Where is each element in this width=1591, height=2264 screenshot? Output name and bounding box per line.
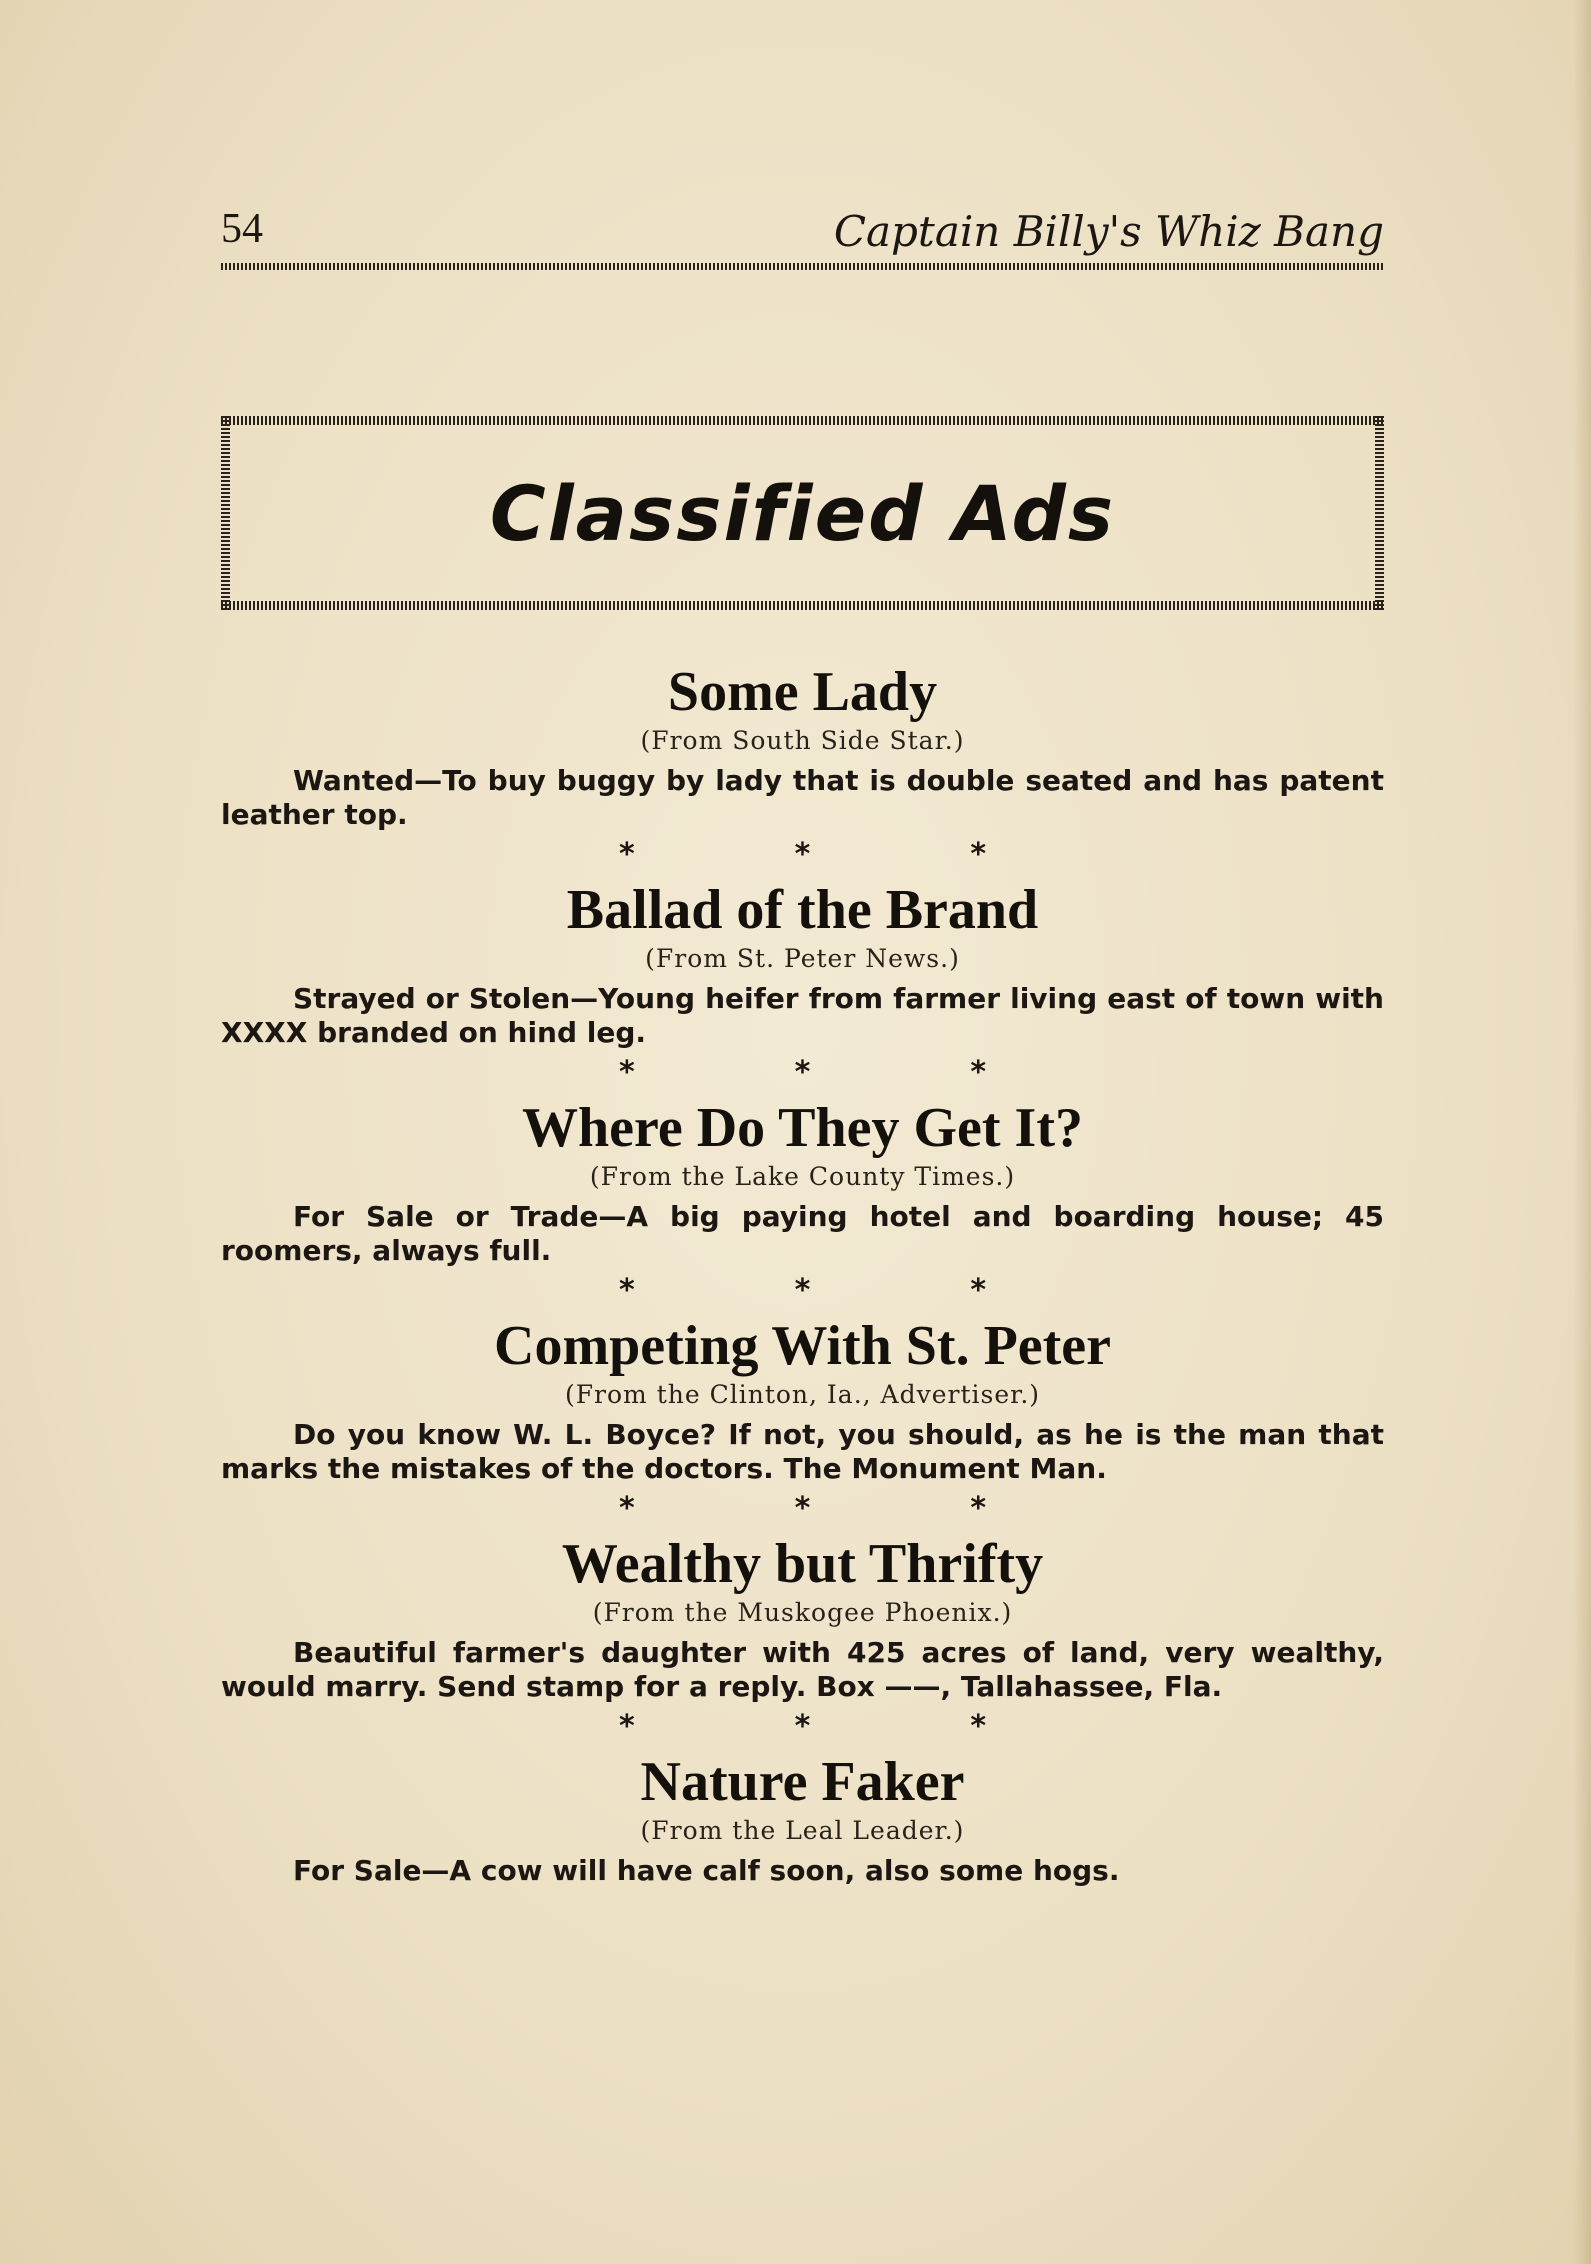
asterisk: * (970, 1055, 987, 1090)
asterisk-separator (221, 1704, 1384, 1750)
asterisk: * (794, 1055, 811, 1090)
ad-body: For Sale—A cow will have calf soon, also some hogs. (293, 1854, 1120, 1887)
ad-source: (From South Side Star.) (640, 726, 965, 755)
ad-title: Competing With St. Peter (494, 1315, 1111, 1377)
asterisk: * (970, 837, 987, 872)
running-header (221, 205, 1384, 265)
ad-source: (From the Leal Leader.) (640, 1816, 965, 1845)
ad-source: (From the Clinton, Ia., Advertiser.) (564, 1380, 1041, 1409)
running-title: Captain Billy's Whiz Bang (833, 207, 1384, 256)
ad-title: Some Lady (667, 661, 938, 723)
asterisk: * (618, 1709, 635, 1744)
ads-list (221, 660, 1384, 1888)
ad-source: (From the Muskogee Phoenix.) (592, 1598, 1013, 1627)
page-edge-shadow (1573, 0, 1591, 2264)
ad-body: For Sale or Trade—A big paying hotel and boarding house; 45 roomers, always full. (221, 1200, 1384, 1267)
asterisk: * (618, 837, 635, 872)
asterisk: * (970, 1491, 987, 1526)
ad-wealthy-but-thrifty (221, 1532, 1384, 1704)
asterisk: * (794, 1709, 811, 1744)
ad-competing-with-st-peter (221, 1314, 1384, 1486)
ad-title: Ballad of the Brand (566, 879, 1039, 941)
ad-title: Where Do They Get It? (522, 1097, 1083, 1159)
asterisk: * (618, 1055, 635, 1090)
ad-ballad-of-the-brand (221, 878, 1384, 1050)
ad-body: Strayed or Stolen—Young heifer from farmer living east of town with XXXX branded on hind leg. (221, 982, 1384, 1049)
ad-some-lady (221, 660, 1384, 832)
asterisk: * (970, 1709, 987, 1744)
page-number: 54 (221, 206, 263, 252)
asterisk: * (970, 1273, 987, 1308)
section-banner (221, 416, 1384, 610)
banner-border-top (221, 416, 1384, 425)
ad-body: Wanted—To buy buggy by lady that is double seated and has patent leather top. (221, 764, 1384, 831)
asterisk: * (618, 1491, 635, 1526)
asterisk: * (794, 837, 811, 872)
ad-body: Do you know W. L. Boyce? If not, you should, as he is the man that marks the mistakes of the doctors. The Monument Man. (221, 1418, 1384, 1485)
banner-border-bottom (221, 601, 1384, 610)
asterisk: * (794, 1273, 811, 1308)
asterisk-separator (221, 1050, 1384, 1096)
ad-nature-faker (221, 1750, 1384, 1888)
asterisk-separator (221, 1486, 1384, 1532)
ad-title: Nature Faker (640, 1751, 965, 1813)
ad-body: Beautiful farmer's daughter with 425 acres of land, very wealthy, would marry. Send stamp for a reply. Box ——, Tallahassee, Fla. (221, 1636, 1384, 1703)
ad-source: (From the Lake County Times.) (589, 1162, 1016, 1191)
header-rule (221, 263, 1384, 270)
asterisk: * (618, 1273, 635, 1308)
section-title: Classified Ads (489, 469, 1116, 558)
ad-where-do-they-get-it (221, 1096, 1384, 1268)
ad-source: (From St. Peter News.) (645, 944, 960, 973)
asterisk-separator (221, 1268, 1384, 1314)
asterisk: * (794, 1491, 811, 1526)
ad-title: Wealthy but Thrifty (561, 1533, 1044, 1595)
asterisk-separator (221, 832, 1384, 878)
